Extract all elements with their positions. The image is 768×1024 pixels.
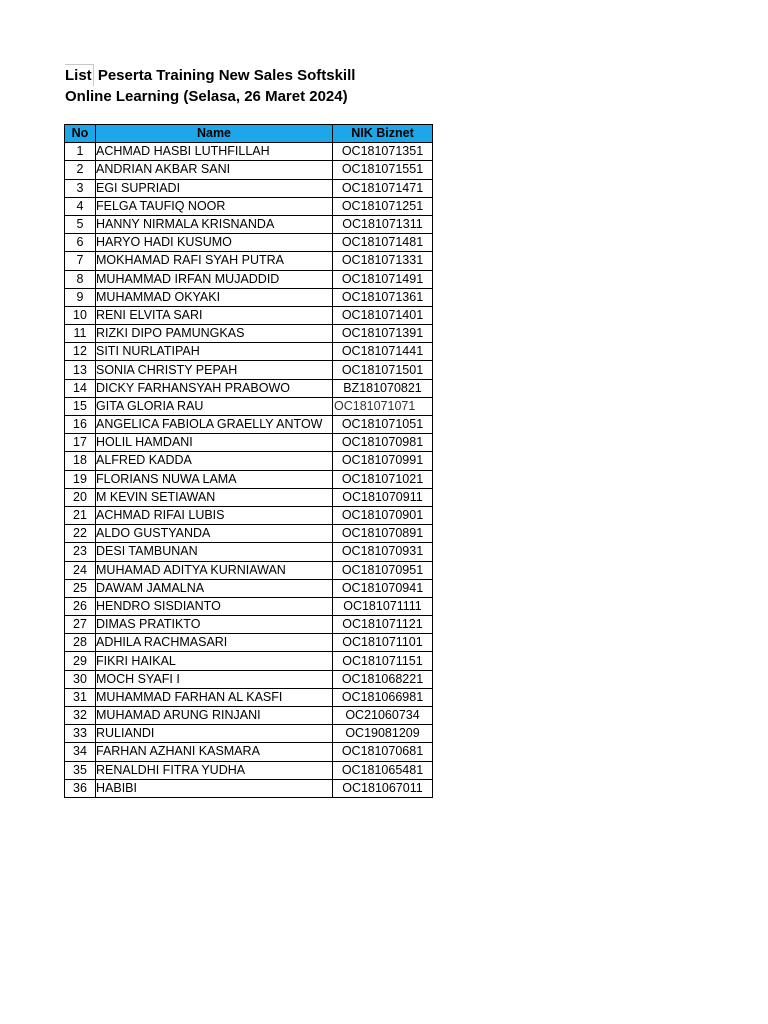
cell-no[interactable]: 27 bbox=[65, 616, 96, 634]
cell-name[interactable]: ADHILA RACHMASARI bbox=[96, 634, 333, 652]
cell-nik[interactable]: OC181071491 bbox=[333, 270, 433, 288]
cell-name[interactable]: M KEVIN SETIAWAN bbox=[96, 488, 333, 506]
table-row bbox=[65, 688, 433, 706]
cell-no[interactable]: 1 bbox=[65, 143, 96, 161]
table-row bbox=[65, 525, 433, 543]
table-row bbox=[65, 506, 433, 524]
title-line-2-text: ine Learning (Selasa, 26 Maret 2024) bbox=[90, 88, 348, 105]
cell-no[interactable]: 5 bbox=[65, 215, 96, 233]
cell-nik[interactable]: OC181071401 bbox=[333, 306, 433, 324]
cell-no[interactable]: 3 bbox=[65, 179, 96, 197]
cell-nik[interactable]: OC181071071 bbox=[333, 397, 433, 415]
cell-name[interactable]: ALFRED KADDA bbox=[96, 452, 333, 470]
cell-nik[interactable]: OC19081209 bbox=[333, 725, 433, 743]
table-row bbox=[65, 434, 433, 452]
header-row bbox=[65, 125, 433, 143]
cell-nik[interactable]: OC181070931 bbox=[333, 543, 433, 561]
cell-nik[interactable]: OC181070951 bbox=[333, 561, 433, 579]
cell-nik[interactable]: OC181071151 bbox=[333, 652, 433, 670]
cell-nik[interactable]: OC181070981 bbox=[333, 434, 433, 452]
cell-no[interactable]: 14 bbox=[65, 379, 96, 397]
cell-no[interactable]: 15 bbox=[65, 397, 96, 415]
cell-name[interactable]: ANDRIAN AKBAR SANI bbox=[96, 161, 333, 179]
header-name[interactable]: Name bbox=[96, 125, 333, 143]
cell-no[interactable]: 23 bbox=[65, 543, 96, 561]
cell-name[interactable]: HABIBI bbox=[96, 779, 333, 797]
table-row bbox=[65, 561, 433, 579]
cell-no[interactable]: 17 bbox=[65, 434, 96, 452]
table-row bbox=[65, 379, 433, 397]
cell-no[interactable]: 18 bbox=[65, 452, 96, 470]
table-row bbox=[65, 725, 433, 743]
cell-name[interactable]: FLORIANS NUWA LAMA bbox=[96, 470, 333, 488]
header-no[interactable]: No bbox=[65, 125, 96, 143]
table-row bbox=[65, 597, 433, 615]
title-line-2 bbox=[65, 86, 355, 107]
cell-no[interactable]: 10 bbox=[65, 306, 96, 324]
cell-name[interactable]: MUHAMAD ADITYA KURNIAWAN bbox=[96, 561, 333, 579]
cell-nik[interactable]: OC181065481 bbox=[333, 761, 433, 779]
cell-name[interactable]: ALDO GUSTYANDA bbox=[96, 525, 333, 543]
cell-nik[interactable]: OC181071361 bbox=[333, 288, 433, 306]
cell-no[interactable]: 34 bbox=[65, 743, 96, 761]
table-row bbox=[65, 252, 433, 270]
table-row bbox=[65, 470, 433, 488]
cell-name[interactable]: MOCH SYAFI I bbox=[96, 670, 333, 688]
cell-name[interactable]: HOLIL HAMDANI bbox=[96, 434, 333, 452]
cell-name[interactable]: SITI NURLATIPAH bbox=[96, 343, 333, 361]
cell-nik[interactable]: OC181070911 bbox=[333, 488, 433, 506]
table-row bbox=[65, 270, 433, 288]
table-row bbox=[65, 670, 433, 688]
cell-no[interactable]: 33 bbox=[65, 725, 96, 743]
cell-no[interactable]: 26 bbox=[65, 597, 96, 615]
participants-table bbox=[64, 124, 433, 798]
cell-name[interactable]: DESI TAMBUNAN bbox=[96, 543, 333, 561]
table-row bbox=[65, 397, 433, 415]
table-row bbox=[65, 161, 433, 179]
table-row bbox=[65, 779, 433, 797]
cell-name[interactable]: EGI SUPRIADI bbox=[96, 179, 333, 197]
cell-name[interactable]: RULIANDI bbox=[96, 725, 333, 743]
cell-name[interactable]: ANGELICA FABIOLA GRAELLY ANTOW bbox=[96, 416, 333, 434]
cell-nik[interactable]: OC181066981 bbox=[333, 688, 433, 706]
table-row bbox=[65, 179, 433, 197]
cell-nik[interactable]: OC181071471 bbox=[333, 179, 433, 197]
table-row bbox=[65, 306, 433, 324]
cell-no[interactable]: 20 bbox=[65, 488, 96, 506]
cell-name[interactable]: HENDRO SISDIANTO bbox=[96, 597, 333, 615]
document-title bbox=[65, 64, 355, 107]
cell-name[interactable]: SONIA CHRISTY PEPAH bbox=[96, 361, 333, 379]
cell-name[interactable]: GITA GLORIA RAU bbox=[96, 397, 333, 415]
cell-name[interactable]: FELGA TAUFIQ NOOR bbox=[96, 197, 333, 215]
cell-no[interactable]: 21 bbox=[65, 506, 96, 524]
cell-name[interactable]: HANNY NIRMALA KRISNANDA bbox=[96, 215, 333, 233]
cell-nik[interactable]: OC181071481 bbox=[333, 234, 433, 252]
title-cell-fragment[interactable]: List bbox=[65, 64, 94, 86]
cell-name[interactable]: ACHMAD HASBI LUTHFILLAH bbox=[96, 143, 333, 161]
table-row bbox=[65, 652, 433, 670]
table-row bbox=[65, 543, 433, 561]
cell-nik[interactable]: OC21060734 bbox=[333, 707, 433, 725]
cell-nik[interactable]: OC181070941 bbox=[333, 579, 433, 597]
cell-name[interactable]: MUHAMAD ARUNG RINJANI bbox=[96, 707, 333, 725]
cell-nik[interactable]: OC181071501 bbox=[333, 361, 433, 379]
cell-name[interactable]: MUHAMMAD OKYAKI bbox=[96, 288, 333, 306]
cell-nik[interactable]: OC181071111 bbox=[333, 597, 433, 615]
table-row bbox=[65, 452, 433, 470]
cell-name[interactable]: MUHAMMAD FARHAN AL KASFI bbox=[96, 688, 333, 706]
cell-name[interactable]: RENI ELVITA SARI bbox=[96, 306, 333, 324]
cell-nik[interactable]: BZ181070821 bbox=[333, 379, 433, 397]
title-line-1-text: Peserta Training New Sales Softskill bbox=[93, 67, 356, 84]
table-row bbox=[65, 743, 433, 761]
cell-name[interactable]: MUHAMMAD IRFAN MUJADDID bbox=[96, 270, 333, 288]
table-row bbox=[65, 197, 433, 215]
cell-no[interactable]: 35 bbox=[65, 761, 96, 779]
table-row bbox=[65, 343, 433, 361]
cell-nik[interactable]: OC181071331 bbox=[333, 252, 433, 270]
cell-nik[interactable]: OC181071021 bbox=[333, 470, 433, 488]
cell-nik[interactable]: OC181070681 bbox=[333, 743, 433, 761]
title-line-2-start: Onl bbox=[65, 88, 90, 105]
table-row bbox=[65, 707, 433, 725]
cell-no[interactable]: 30 bbox=[65, 670, 96, 688]
table-row bbox=[65, 579, 433, 597]
cell-name[interactable]: FIKRI HAIKAL bbox=[96, 652, 333, 670]
cell-no[interactable]: 4 bbox=[65, 197, 96, 215]
title-line-1 bbox=[65, 64, 355, 86]
cell-nik[interactable]: OC181070891 bbox=[333, 525, 433, 543]
cell-no[interactable]: 29 bbox=[65, 652, 96, 670]
cell-name[interactable]: ACHMAD RIFAI LUBIS bbox=[96, 506, 333, 524]
cell-nik[interactable]: OC181071051 bbox=[333, 416, 433, 434]
cell-name[interactable]: HARYO HADI KUSUMO bbox=[96, 234, 333, 252]
cell-no[interactable]: 13 bbox=[65, 361, 96, 379]
cell-no[interactable]: 8 bbox=[65, 270, 96, 288]
cell-name[interactable]: RIZKI DIPO PAMUNGKAS bbox=[96, 325, 333, 343]
cell-name[interactable]: RENALDHI FITRA YUDHA bbox=[96, 761, 333, 779]
cell-no[interactable]: 28 bbox=[65, 634, 96, 652]
cell-nik[interactable]: OC181070991 bbox=[333, 452, 433, 470]
cell-nik[interactable]: OC181067011 bbox=[333, 779, 433, 797]
cell-no[interactable]: 2 bbox=[65, 161, 96, 179]
table-row bbox=[65, 361, 433, 379]
cell-nik[interactable]: OC181071121 bbox=[333, 616, 433, 634]
table-row bbox=[65, 325, 433, 343]
cell-no[interactable]: 19 bbox=[65, 470, 96, 488]
table-row bbox=[65, 234, 433, 252]
cell-nik[interactable]: OC181070901 bbox=[333, 506, 433, 524]
table-row bbox=[65, 488, 433, 506]
cell-name[interactable]: DIMAS PRATIKTO bbox=[96, 616, 333, 634]
table-row bbox=[65, 761, 433, 779]
cell-no[interactable]: 11 bbox=[65, 325, 96, 343]
cell-no[interactable]: 9 bbox=[65, 288, 96, 306]
cell-no[interactable]: 36 bbox=[65, 779, 96, 797]
table-row bbox=[65, 215, 433, 233]
table-row bbox=[65, 634, 433, 652]
cell-nik[interactable]: OC181071441 bbox=[333, 343, 433, 361]
cell-no[interactable]: 31 bbox=[65, 688, 96, 706]
cell-no[interactable]: 6 bbox=[65, 234, 96, 252]
table-row bbox=[65, 143, 433, 161]
cell-nik[interactable]: OC181071551 bbox=[333, 161, 433, 179]
cell-nik[interactable]: OC181071101 bbox=[333, 634, 433, 652]
table-row bbox=[65, 416, 433, 434]
cell-nik[interactable]: OC181068221 bbox=[333, 670, 433, 688]
cell-nik[interactable]: OC181071251 bbox=[333, 197, 433, 215]
cell-name[interactable]: FARHAN AZHANI KASMARA bbox=[96, 743, 333, 761]
table-body bbox=[65, 143, 433, 798]
table-row bbox=[65, 288, 433, 306]
cell-no[interactable]: 25 bbox=[65, 579, 96, 597]
table-row bbox=[65, 616, 433, 634]
cell-no[interactable]: 12 bbox=[65, 343, 96, 361]
cell-no[interactable]: 16 bbox=[65, 416, 96, 434]
header-nik[interactable]: NIK Biznet bbox=[333, 125, 433, 143]
cell-nik[interactable]: OC181071311 bbox=[333, 215, 433, 233]
cell-no[interactable]: 32 bbox=[65, 707, 96, 725]
cell-name[interactable]: DICKY FARHANSYAH PRABOWO bbox=[96, 379, 333, 397]
cell-name[interactable]: MOKHAMAD RAFI SYAH PUTRA bbox=[96, 252, 333, 270]
cell-nik[interactable]: OC181071391 bbox=[333, 325, 433, 343]
cell-nik[interactable]: OC181071351 bbox=[333, 143, 433, 161]
cell-no[interactable]: 22 bbox=[65, 525, 96, 543]
cell-no[interactable]: 24 bbox=[65, 561, 96, 579]
cell-name[interactable]: DAWAM JAMALNA bbox=[96, 579, 333, 597]
cell-no[interactable]: 7 bbox=[65, 252, 96, 270]
